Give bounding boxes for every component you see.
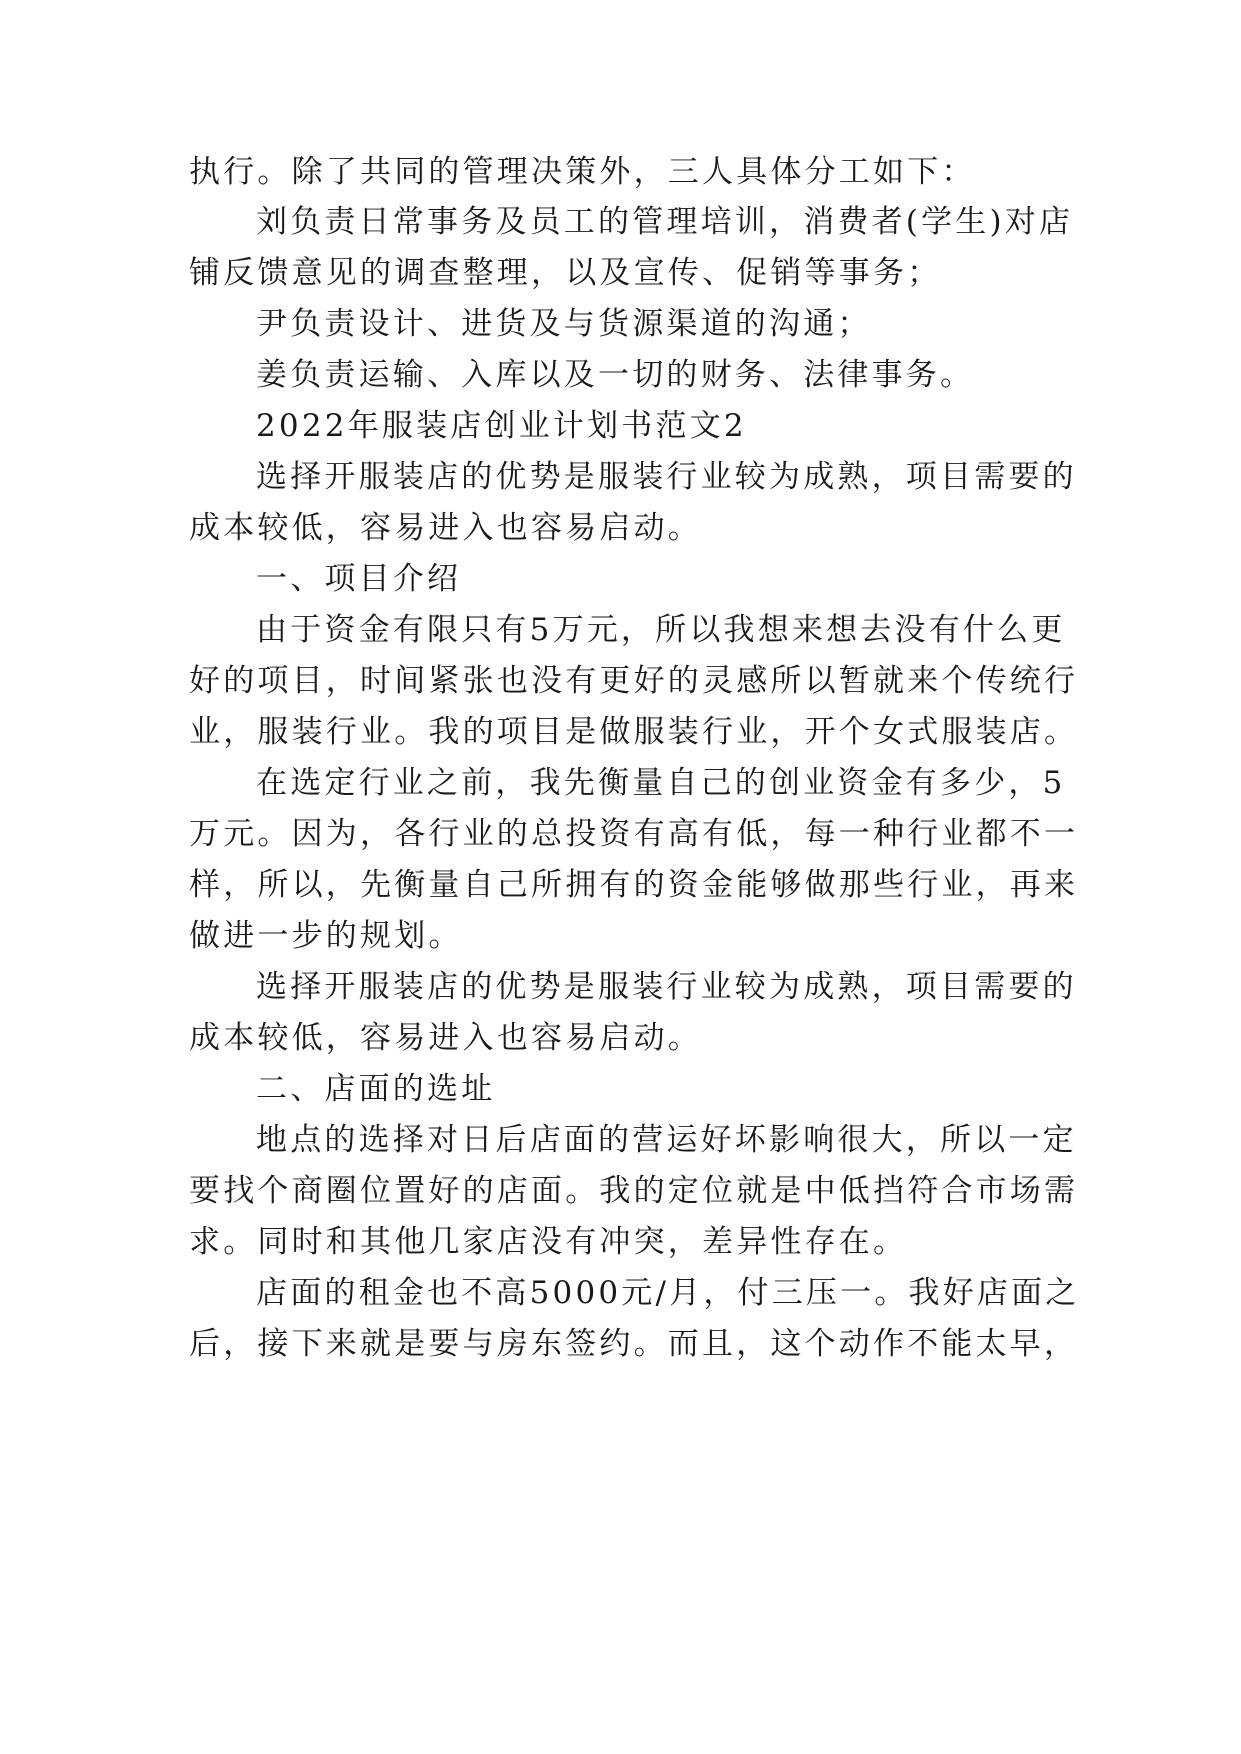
heading-project-intro: 一、项目介绍 xyxy=(256,561,462,597)
text-line: 业，服装行业。我的项目是做服装行业，开个女式服装店。 xyxy=(189,714,1079,750)
text-line: 好的项目，时间紧张也没有更好的灵感所以暂就来个传统行 xyxy=(189,663,1079,699)
section-title: 2022年服装店创业计划书范文2 xyxy=(256,408,747,444)
text-line: 万元。因为，各行业的总投资有高有低，每一种行业都不一 xyxy=(189,816,1079,852)
text-line: 尹负责设计、进货及与货源渠道的沟通； xyxy=(256,306,872,342)
text-line: 成本较低，容易进入也容易启动。 xyxy=(189,1020,702,1056)
text-line: 后，接下来就是要与房东签约。而且，这个动作不能太早， xyxy=(189,1326,1079,1362)
text-line: 选择开服装店的优势是服装行业较为成熟，项目需要的 xyxy=(256,969,1077,1005)
text-line: 要找个商圈位置好的店面。我的定位就是中低挡符合市场需 xyxy=(189,1173,1079,1209)
text-line: 样，所以，先衡量自己所拥有的资金能够做那些行业，再来 xyxy=(189,867,1079,903)
text-line: 由于资金有限只有5万元，所以我想来想去没有什么更 xyxy=(256,612,1066,648)
text-line: 成本较低，容易进入也容易启动。 xyxy=(189,510,702,546)
text-line: 做进一步的规划。 xyxy=(189,918,463,954)
text-line: 姜负责运输、入库以及一切的财务、法律事务。 xyxy=(256,357,975,393)
text-line: 选择开服装店的优势是服装行业较为成熟，项目需要的 xyxy=(256,459,1077,495)
text-line: 店面的租金也不高5000元/月，付三压一。我好店面之 xyxy=(256,1275,1080,1311)
text-line: 地点的选择对日后店面的营运好坏影响很大，所以一定 xyxy=(256,1122,1077,1158)
text-line: 在选定行业之前，我先衡量自己的创业资金有多少，5 xyxy=(256,765,1066,801)
text-line: 求。同时和其他几家店没有冲突，差异性存在。 xyxy=(189,1224,908,1260)
text-line: 铺反馈意见的调查整理，以及宣传、促销等事务； xyxy=(189,255,942,291)
heading-store-location: 二、店面的选址 xyxy=(256,1071,496,1107)
text-line: 刘负责日常事务及员工的管理培训，消费者(学生)对店 xyxy=(256,204,1074,240)
text-line: 执行。除了共同的管理决策外，三人具体分工如下： xyxy=(189,154,976,190)
